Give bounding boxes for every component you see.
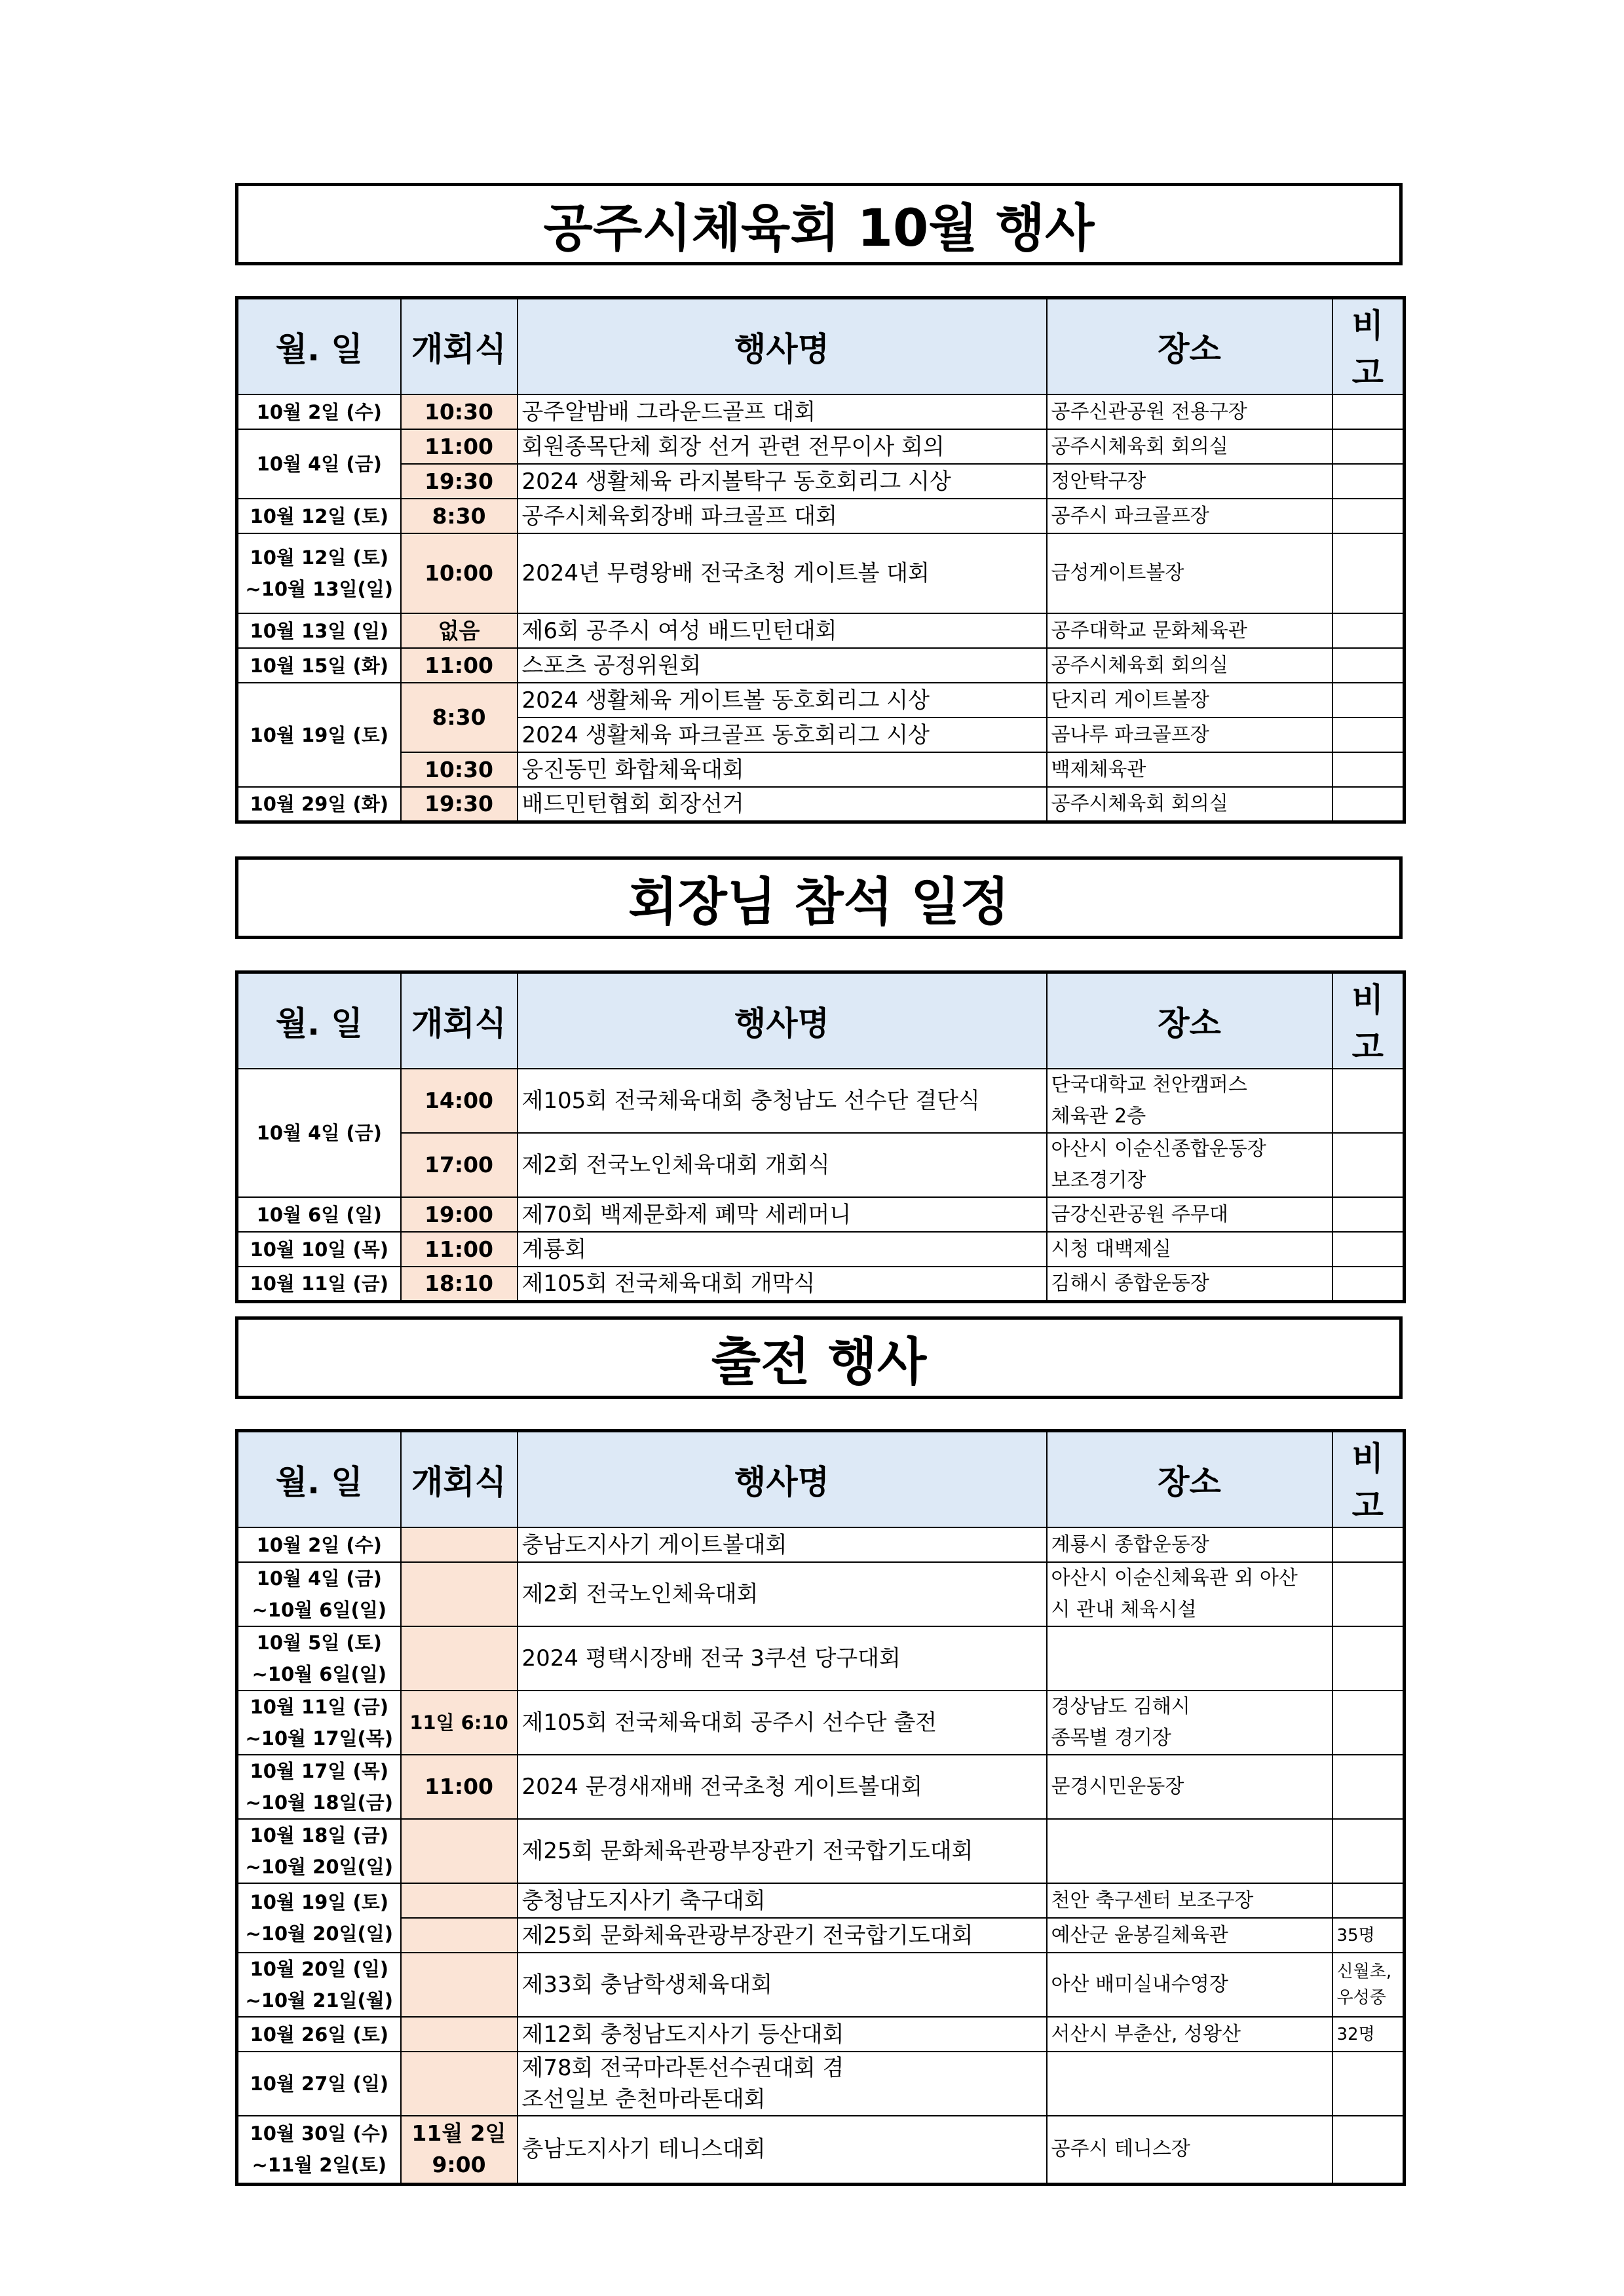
note-cell — [1332, 1527, 1405, 1562]
time-cell: 17:00 — [401, 1133, 518, 1197]
event-cell: 2024 생활체육 게이트볼 동호회리그 시상 — [518, 683, 1047, 718]
venue-cell: 공주대학교 문화체육관 — [1047, 613, 1332, 648]
col-event-header: 행사명 — [518, 298, 1047, 395]
event-cell: 제25회 문화체육관광부장관기 전국합기도대회 — [518, 1819, 1047, 1883]
table-row — [237, 1069, 1405, 1133]
header-row — [237, 298, 1405, 395]
table-row — [237, 1755, 1405, 1819]
venue-cell: 공주시 파크골프장 — [1047, 499, 1332, 533]
event-cell: 충남도지사기 게이트볼대회 — [518, 1527, 1047, 1562]
venue-cell: 천안 축구센터 보조구장 — [1047, 1883, 1332, 1918]
event-cell: 공주알밤배 그라운드골프 대회 — [518, 394, 1047, 429]
table-row — [237, 1918, 1405, 1953]
col-venue-header: 장소 — [1047, 1431, 1332, 1528]
event-cell: 공주시체육회장배 파크골프 대회 — [518, 499, 1047, 533]
event-cell: 2024 문경새재배 전국초청 게이트볼대회 — [518, 1755, 1047, 1819]
table-row — [237, 1626, 1405, 1691]
event-cell: 제6회 공주시 여성 배드민턴대회 — [518, 613, 1047, 648]
table-row — [237, 752, 1405, 787]
note-cell — [1332, 613, 1405, 648]
col-date-header: 월. 일 — [237, 1431, 401, 1528]
venue-cell: 백제체육관 — [1047, 752, 1332, 787]
section1-table — [235, 296, 1406, 824]
venue-cell: 서산시 부춘산, 성왕산 — [1047, 2017, 1332, 2052]
date-cell: 10월 30일 (수) ~11월 2일(토) — [237, 2116, 401, 2184]
event-cell: 충남도지사기 테니스대회 — [518, 2116, 1047, 2184]
time-cell: 11:00 — [401, 1755, 518, 1819]
event-cell: 웅진동민 화합체육대회 — [518, 752, 1047, 787]
table-row — [237, 787, 1405, 822]
event-cell: 제105회 전국체육대회 충청남도 선수단 결단식 — [518, 1069, 1047, 1133]
date-cell: 10월 19일 (토) — [237, 683, 401, 787]
event-cell: 제2회 전국노인체육대회 — [518, 1562, 1047, 1626]
table-row — [237, 1197, 1405, 1232]
date-cell: 10월 11일 (금) ~10월 17일(목) — [237, 1691, 401, 1755]
venue-cell: 금강신관공원 주무대 — [1047, 1197, 1332, 1232]
venue-cell: 경상남도 김해시 종목별 경기장 — [1047, 1691, 1332, 1755]
event-cell: 2024 생활체육 라지볼탁구 동호회리그 시상 — [518, 464, 1047, 499]
section3-title — [235, 1316, 1403, 1399]
note-cell — [1332, 718, 1405, 752]
venue-cell: 단지리 게이트볼장 — [1047, 683, 1332, 718]
note-cell — [1332, 1626, 1405, 1691]
event-cell: 2024년 무령왕배 전국초청 게이트볼 대회 — [518, 533, 1047, 613]
venue-cell: 아산시 이순신종합운동장 보조경기장 — [1047, 1133, 1332, 1197]
header-row — [237, 972, 1405, 1069]
note-cell — [1332, 787, 1405, 822]
event-cell: 제2회 전국노인체육대회 개회식 — [518, 1133, 1047, 1197]
note-cell — [1332, 1267, 1405, 1301]
venue-cell: 공주신관공원 전용구장 — [1047, 394, 1332, 429]
date-cell: 10월 4일 (금) ~10월 6일(일) — [237, 1562, 401, 1626]
venue-cell: 정안탁구장 — [1047, 464, 1332, 499]
date-cell: 10월 13일 (일) — [237, 613, 401, 648]
table-row — [237, 1133, 1405, 1197]
table-row — [237, 683, 1405, 718]
col-time-header: 개회식 — [401, 298, 518, 395]
time-cell: 19:30 — [401, 464, 518, 499]
note-cell: 35명 — [1332, 1918, 1405, 1953]
note-cell — [1332, 1197, 1405, 1232]
time-cell — [401, 1527, 518, 1562]
section1-title — [235, 183, 1403, 265]
venue-cell — [1047, 1626, 1332, 1691]
col-event-header: 행사명 — [518, 972, 1047, 1069]
time-cell — [401, 1953, 518, 2017]
event-cell: 회원종목단체 회장 선거 관련 전무이사 회의 — [518, 429, 1047, 464]
event-cell: 제105회 전국체육대회 공주시 선수단 출전 — [518, 1691, 1047, 1755]
date-cell: 10월 17일 (목) ~10월 18일(금) — [237, 1755, 401, 1819]
table-row — [237, 1953, 1405, 2017]
table-row — [237, 1691, 1405, 1755]
note-cell — [1332, 752, 1405, 787]
time-cell: 11:00 — [401, 648, 518, 683]
col-note-header: 비고 — [1332, 298, 1405, 395]
table-row — [237, 464, 1405, 499]
date-cell: 10월 10일 (목) — [237, 1232, 401, 1267]
col-note-header: 비고 — [1332, 972, 1405, 1069]
section2-title-text: 회장님 참석 일정 — [628, 873, 1010, 932]
date-cell: 10월 2일 (수) — [237, 394, 401, 429]
col-date-header: 월. 일 — [237, 298, 401, 395]
venue-cell: 문경시민운동장 — [1047, 1755, 1332, 1819]
col-time-header: 개회식 — [401, 1431, 518, 1528]
note-cell — [1332, 1133, 1405, 1197]
note-cell — [1332, 429, 1405, 464]
date-cell: 10월 12일 (토) — [237, 499, 401, 533]
table-row — [237, 1819, 1405, 1883]
note-cell: 신월초, 우성중 — [1332, 1953, 1405, 2017]
col-note-header: 비고 — [1332, 1431, 1405, 1528]
table-row — [237, 2052, 1405, 2116]
venue-cell: 아산시 이순신체육관 외 아산 시 관내 체육시설 — [1047, 1562, 1332, 1626]
time-cell: 11월 2일 9:00 — [401, 2116, 518, 2184]
event-cell: 2024 평택시장배 전국 3쿠션 당구대회 — [518, 1626, 1047, 1691]
note-cell — [1332, 2052, 1405, 2116]
table-row — [237, 533, 1405, 613]
date-cell: 10월 18일 (금) ~10월 20일(일) — [237, 1819, 401, 1883]
col-event-header: 행사명 — [518, 1431, 1047, 1528]
date-cell: 10월 27일 (일) — [237, 2052, 401, 2116]
table-row — [237, 648, 1405, 683]
event-cell: 제70회 백제문화제 폐막 세레머니 — [518, 1197, 1047, 1232]
note-cell: 32명 — [1332, 2017, 1405, 2052]
time-cell — [401, 1883, 518, 1918]
col-time-header: 개회식 — [401, 972, 518, 1069]
venue-cell: 아산 배미실내수영장 — [1047, 1953, 1332, 2017]
date-cell: 10월 26일 (토) — [237, 2017, 401, 2052]
note-cell — [1332, 394, 1405, 429]
date-cell: 10월 29일 (화) — [237, 787, 401, 822]
date-cell: 10월 2일 (수) — [237, 1527, 401, 1562]
note-cell — [1332, 648, 1405, 683]
venue-cell — [1047, 1819, 1332, 1883]
venue-cell — [1047, 2052, 1332, 2116]
time-cell: 19:00 — [401, 1197, 518, 1232]
time-cell: 8:30 — [401, 499, 518, 533]
event-cell: 2024 생활체육 파크골프 동호회리그 시상 — [518, 718, 1047, 752]
event-cell: 충청남도지사기 축구대회 — [518, 1883, 1047, 1918]
time-cell — [401, 1819, 518, 1883]
table-row — [237, 1527, 1405, 1562]
event-cell: 계룡회 — [518, 1232, 1047, 1267]
time-cell — [401, 1562, 518, 1626]
header-row — [237, 1431, 1405, 1528]
event-cell: 배드민턴협회 회장선거 — [518, 787, 1047, 822]
event-cell: 스포츠 공정위원회 — [518, 648, 1047, 683]
note-cell — [1332, 1691, 1405, 1755]
section1-title-text: 공주시체육회 10월 행사 — [543, 199, 1095, 258]
time-cell: 10:30 — [401, 752, 518, 787]
table-row — [237, 2116, 1405, 2184]
table-row — [237, 1562, 1405, 1626]
date-cell: 10월 20일 (일) ~10월 21일(월) — [237, 1953, 401, 2017]
event-cell: 제78회 전국마라톤선수권대회 겸 조선일보 춘천마라톤대회 — [518, 2052, 1047, 2116]
venue-cell: 공주시체육회 회의실 — [1047, 429, 1332, 464]
time-cell: 14:00 — [401, 1069, 518, 1133]
note-cell — [1332, 1755, 1405, 1819]
time-cell: 19:30 — [401, 787, 518, 822]
venue-cell: 금성게이트볼장 — [1047, 533, 1332, 613]
venue-cell: 단국대학교 천안캠퍼스 체육관 2층 — [1047, 1069, 1332, 1133]
date-cell: 10월 15일 (화) — [237, 648, 401, 683]
table-row — [237, 429, 1405, 464]
table-row — [237, 2017, 1405, 2052]
venue-cell: 계룡시 종합운동장 — [1047, 1527, 1332, 1562]
col-venue-header: 장소 — [1047, 298, 1332, 395]
note-cell — [1332, 2116, 1405, 2184]
time-cell — [401, 1626, 518, 1691]
date-cell: 10월 4일 (금) — [237, 429, 401, 499]
venue-cell: 예산군 윤봉길체육관 — [1047, 1918, 1332, 1953]
date-cell: 10월 6일 (일) — [237, 1197, 401, 1232]
time-cell — [401, 1918, 518, 1953]
venue-cell: 김해시 종합운동장 — [1047, 1267, 1332, 1301]
section3-table — [235, 1429, 1406, 2186]
note-cell — [1332, 464, 1405, 499]
venue-cell: 공주시체육회 회의실 — [1047, 787, 1332, 822]
section2-title — [235, 856, 1403, 939]
date-cell: 10월 5일 (토) ~10월 6일(일) — [237, 1626, 401, 1691]
venue-cell: 시청 대백제실 — [1047, 1232, 1332, 1267]
time-cell — [401, 2017, 518, 2052]
note-cell — [1332, 1232, 1405, 1267]
event-cell: 제105회 전국체육대회 개막식 — [518, 1267, 1047, 1301]
table-row — [237, 394, 1405, 429]
note-cell — [1332, 533, 1405, 613]
col-venue-header: 장소 — [1047, 972, 1332, 1069]
note-cell — [1332, 1819, 1405, 1883]
table-row — [237, 613, 1405, 648]
time-cell: 10:30 — [401, 394, 518, 429]
table-row — [237, 1267, 1405, 1301]
note-cell — [1332, 683, 1405, 718]
col-date-header: 월. 일 — [237, 972, 401, 1069]
venue-cell: 공주시체육회 회의실 — [1047, 648, 1332, 683]
section2-table — [235, 970, 1406, 1303]
time-cell: 11:00 — [401, 1232, 518, 1267]
time-cell: 없음 — [401, 613, 518, 648]
date-cell: 10월 19일 (토) ~10월 20일(일) — [237, 1883, 401, 1953]
section3-title-text: 출전 행사 — [711, 1333, 927, 1392]
note-cell — [1332, 1883, 1405, 1918]
note-cell — [1332, 1562, 1405, 1626]
venue-cell: 곰나루 파크골프장 — [1047, 718, 1332, 752]
note-cell — [1332, 1069, 1405, 1133]
time-cell: 11:00 — [401, 429, 518, 464]
table-row — [237, 1883, 1405, 1918]
note-cell — [1332, 499, 1405, 533]
event-cell: 제12회 충청남도지사기 등산대회 — [518, 2017, 1047, 2052]
date-cell: 10월 11일 (금) — [237, 1267, 401, 1301]
time-cell: 11일 6:10 — [401, 1691, 518, 1755]
table-row — [237, 499, 1405, 533]
table-row — [237, 1232, 1405, 1267]
date-cell: 10월 12일 (토) ~10월 13일(일) — [237, 533, 401, 613]
time-cell: 8:30 — [401, 683, 518, 752]
event-cell: 제33회 충남학생체육대회 — [518, 1953, 1047, 2017]
venue-cell: 공주시 테니스장 — [1047, 2116, 1332, 2184]
event-cell: 제25회 문화체육관광부장관기 전국합기도대회 — [518, 1918, 1047, 1953]
time-cell — [401, 2052, 518, 2116]
time-cell: 18:10 — [401, 1267, 518, 1301]
time-cell: 10:00 — [401, 533, 518, 613]
date-cell: 10월 4일 (금) — [237, 1069, 401, 1197]
